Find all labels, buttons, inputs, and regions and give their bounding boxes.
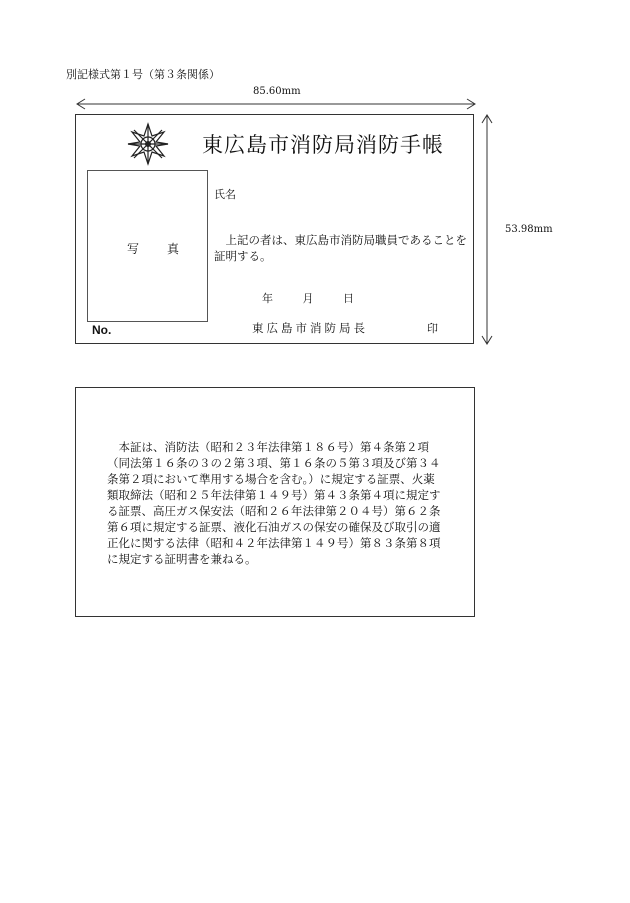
date-month-label: 月 xyxy=(302,292,314,305)
width-dimension-label: 85.60mm xyxy=(253,86,301,97)
seal-mark: 印 xyxy=(427,322,438,335)
photo-label: 写 真 xyxy=(127,242,188,256)
width-dimension-arrow xyxy=(76,94,476,114)
height-dimension-arrow xyxy=(479,114,495,345)
date-line xyxy=(262,290,380,306)
date-year-label: 年 xyxy=(262,292,273,305)
fire-department-emblem-icon xyxy=(126,122,170,166)
issuer-label: 東広島市消防局長 xyxy=(252,321,368,335)
number-label: No. xyxy=(92,323,112,337)
form-label: 別記様式第１号（第３条関係） xyxy=(66,68,220,81)
height-dimension-label: 53.98mm xyxy=(505,224,553,235)
card-title: 東広島市消防局消防手帳 xyxy=(202,133,444,157)
certification-text: 上記の者は、東広島市消防局職員であることを証明する。 xyxy=(214,233,467,263)
name-label: 氏名 xyxy=(214,188,236,201)
date-day-label: 日 xyxy=(343,292,354,305)
card-back-text: 本証は、消防法（昭和２３年法律第１８６号）第４条第２項（同法第１６条の３の２第３項、第１６条の５第３項及び第３４条第２項において準用する場合を含む。）に規定する証票、火薬類取締法（昭和２５年法律第１４９号）第４３条第４項に規定する証票、高圧ガス保安法（昭和２６年法律第２０４号）第６２条第６項に規定する証票、液化石油ガスの保安の確保及び取引の適正化に関する法律（昭和４２年法律第１４９号）第８３条第８項に規定する証明書を兼ねる。 xyxy=(107,440,441,566)
